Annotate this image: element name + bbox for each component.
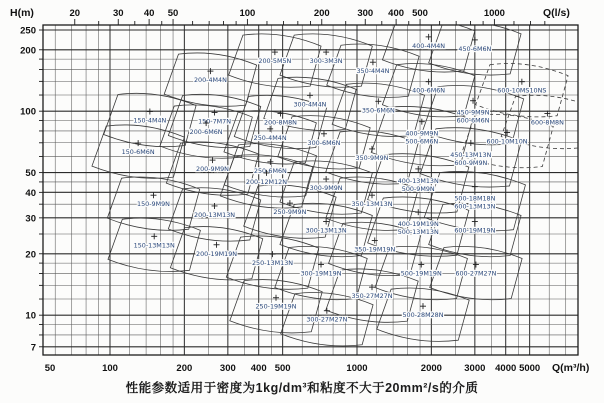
pump-region-label: 600-10MS10NS [497, 86, 547, 95]
pump-region-label: 450-6M6N [458, 44, 492, 53]
top-axis-tick-label: 500 [412, 8, 428, 19]
pump-region-label: 200-19M19N [196, 249, 238, 258]
pump-region-label: 400-6M6N [412, 86, 446, 95]
pump-region-label: 250-4M4N [253, 133, 287, 142]
pump-region-label: 300-6M6N [307, 138, 341, 147]
top-axis-tick-label: 1000 [483, 8, 505, 19]
y-axis-tick-label: 100 [20, 106, 36, 118]
pump-region-label: 200-8M8N [264, 118, 297, 127]
pump-region-label: 400-19M19N 500-13M13N [397, 220, 439, 237]
pump-region-label: 350-19M19N [354, 245, 396, 254]
top-axis-tick-label: 40 [143, 8, 155, 19]
pump-region-label: 250-19M19N [255, 302, 297, 311]
y-axis-tick-label: 50 [25, 168, 36, 180]
bottom-axis-tick-label: 400 [250, 363, 267, 374]
bottom-axis-tick-label: 50 [44, 363, 56, 374]
pump-region-label: 350-27M27N [351, 292, 393, 301]
bottom-axis-tick-label: 5000 [519, 363, 541, 374]
pump-region-label: 300-9M9N [309, 184, 343, 193]
top-axis-tick-label: 30 [112, 8, 124, 19]
y-axis-tick-label: 10 [25, 310, 36, 322]
pump-region-label: 150-7M7N [198, 117, 232, 126]
pump-region-label: 200-5M5N [258, 57, 292, 66]
pump-region-label: 150-4M4N [133, 116, 167, 125]
bottom-axis-tick-label: 1000 [346, 363, 368, 374]
axis-ticks [39, 19, 545, 347]
pump-region-label: 400-9M9N 500-6M6N [405, 129, 439, 146]
pump-region-label: 200-6M6N [189, 128, 223, 137]
pump-region-label: 400-13M13N 500-9M9N [397, 176, 439, 193]
pump-region-label: 500-18M18N 600-13M13N [454, 194, 496, 211]
pump-region-label: 200-13M13N [194, 210, 236, 219]
pump-region-label: 200-12M12N [245, 177, 287, 186]
y-axis-title: H(m) [10, 7, 34, 19]
pump-region-label: 600-10M10N [486, 137, 528, 146]
top-axis-tick-label: 100 [239, 8, 256, 19]
pump-region-label: 500-19M19N [400, 269, 442, 278]
pump-region-label: 500-28M28N [402, 311, 444, 320]
top-axis-tick-label: 20 [69, 8, 81, 19]
pump-region-label: 350-13M13N [351, 200, 393, 209]
pump-region-label: 300-19M19N [300, 269, 342, 278]
pump-region-label: 600-8M8N [530, 118, 564, 127]
pump-region-label: 450-9M9N 600-6M6N [456, 108, 490, 125]
figure-caption: 性能参数适用于密度为1kg/dm³和粘度不大于20mm²/s的介质 [125, 381, 479, 395]
y-axis-tick-label: 30 [25, 213, 36, 225]
pump-region-label: 600-27M27N [455, 269, 497, 278]
y-axis-tick-label: 200 [20, 45, 36, 57]
top-axis-tick-label: 300 [357, 8, 374, 19]
bottom-axis-tick-label: 500 [274, 363, 291, 374]
bottom-axis-tick-label: 100 [102, 363, 118, 374]
bottom-axis-tick-label: 300 [219, 363, 236, 374]
pump-region-label: 150-6M6N [121, 148, 155, 157]
pump-region-label: 300-3M3N [309, 57, 343, 66]
pump-region-label: 300-27M27N [306, 315, 348, 324]
top-x-axis-title: Q(l/s) [543, 7, 570, 19]
pump-region-label: 300-4M4N [293, 100, 327, 109]
y-axis-tick-label: 20 [25, 249, 36, 261]
pump-region-label: 250-9M9N [273, 208, 307, 217]
top-axis-tick-label: 200 [313, 8, 330, 19]
top-axis-tick-label: 50 [167, 8, 179, 19]
pump-region-label: 200-9M9N [196, 165, 229, 174]
bottom-axis-tick-label: 2000 [420, 363, 442, 374]
pump-region-label: 350-4M4N [356, 67, 390, 76]
pump-region-labels [122, 34, 564, 324]
pump-region-label: 250-6M6N [253, 166, 287, 175]
pump-region-label: 150-13M13N [133, 241, 175, 250]
bottom-axis-tick-label: 200 [176, 363, 193, 374]
pump-region-label: 250-13M13N [251, 259, 294, 268]
y-axis-tick-label: 7 [30, 342, 36, 354]
pump-region-label: 600-19M19N [454, 226, 496, 235]
y-axis-tick-label: 40 [25, 187, 36, 199]
pump-region-label: 400-4M4N [412, 41, 446, 50]
y-axis-tick-label: 250 [20, 25, 36, 37]
bottom-x-axis-title: Q(m³/h) [552, 362, 590, 374]
pump-region-label: 300-13M13N [305, 226, 347, 235]
pump-region-label: 200-4M4N [193, 76, 227, 85]
bottom-axis-tick-label: 4000 [495, 363, 517, 374]
pump-region-label: 150-9M9N [137, 200, 170, 209]
top-axis-tick-label: 400 [388, 8, 405, 19]
bottom-axis-tick-label: 3000 [464, 363, 486, 374]
pump-region-label: 350-9M9N [355, 153, 389, 162]
pump-region-label: 350-6M6N [361, 106, 395, 115]
pump-region-label: 450-13M13N 600-9M9N [450, 150, 492, 167]
